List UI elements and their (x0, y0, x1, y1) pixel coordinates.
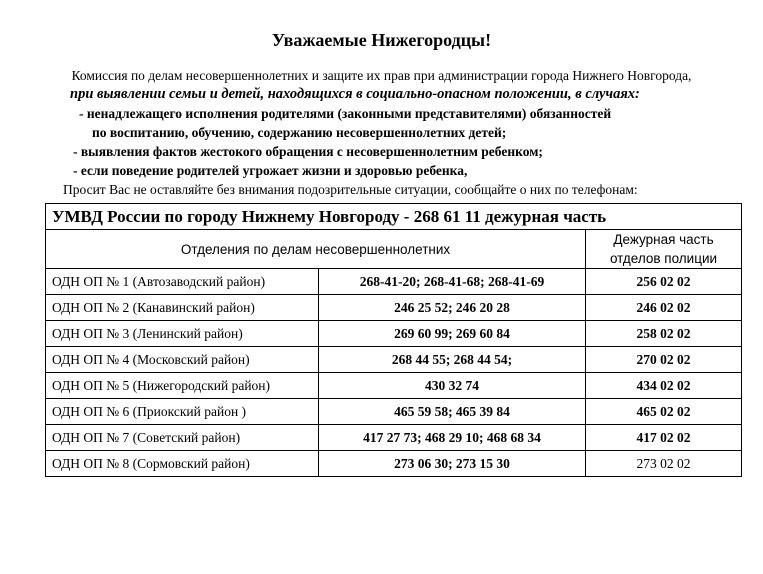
intro-line: Просит Вас не оставляйте без внимания подозрительные ситуации, сообщайте о них по телефонам: (63, 182, 638, 197)
intro-line-emphasis: при выявлении семьи и детей, находящихся в социально-опасном положении, в случаях: (70, 86, 640, 102)
department-name: ОДН ОП № 7 (Советский район) (46, 425, 319, 451)
duty-phone: 417 02 02 (586, 425, 742, 451)
page-title: Уважаемые Нижегородцы! (271, 30, 492, 50)
column-header-duty-line: Дежурная часть (613, 232, 714, 247)
table-header: УМВД России по городу Нижнему Новгороду - 268 61 11 дежурная часть (46, 204, 742, 230)
phone-table (45, 203, 742, 477)
department-name: ОДН ОП № 1 (Автозаводский район) (46, 269, 319, 295)
table-row (46, 373, 742, 399)
department-phones: 465 59 58; 465 39 84 (319, 399, 586, 425)
table-row (46, 347, 742, 373)
table-header-row (46, 204, 742, 230)
duty-phone: 273 02 02 (586, 451, 742, 477)
department-name: ОДН ОП № 5 (Нижегородский район) (46, 373, 319, 399)
table-row (46, 269, 742, 295)
department-name: ОДН ОП № 3 (Ленинский район) (46, 321, 319, 347)
department-name: ОДН ОП № 2 (Канавинский район) (46, 295, 319, 321)
department-name: ОДН ОП № 6 (Приокский район ) (46, 399, 319, 425)
column-header-row (46, 230, 742, 269)
table-row (46, 451, 742, 477)
duty-phone: 465 02 02 (586, 399, 742, 425)
duty-phone: 246 02 02 (586, 295, 742, 321)
department-phones: 273 06 30; 273 15 30 (319, 451, 586, 477)
column-header-duty-line: отделов полиции (609, 251, 718, 266)
intro-bullet: - выявления фактов жестокого обращения с несовершеннолетним ребенком; (73, 144, 543, 159)
table-row (46, 321, 742, 347)
intro-text (0, 66, 763, 199)
department-name: ОДН ОП № 8 (Сормовский район) (46, 451, 319, 477)
department-phones: 417 27 73; 468 29 10; 468 68 34 (319, 425, 586, 451)
department-phones: 268-41-20; 268-41-68; 268-41-69 (319, 269, 586, 295)
table-row (46, 295, 742, 321)
table-row (46, 425, 742, 451)
intro-bullet: - если поведение родителей угрожает жизни и здоровью ребенка, (73, 163, 468, 178)
department-name: ОДН ОП № 4 (Московский район) (46, 347, 319, 373)
department-phones: 430 32 74 (319, 373, 586, 399)
column-header-duty (586, 230, 742, 269)
intro-bullet: - ненадлежащего исполнения родителями (законными представителями) обязанностей (79, 106, 612, 121)
intro-bullet-continuation: по воспитанию, обучению, содержанию несовершеннолетних детей; (92, 125, 507, 140)
duty-phone: 258 02 02 (586, 321, 742, 347)
duty-phone: 270 02 02 (586, 347, 742, 373)
duty-phone: 434 02 02 (586, 373, 742, 399)
intro-line: Комиссия по делам несовершеннолетних и защите их прав при администрации города Нижнего Новгорода, (71, 68, 692, 83)
column-header-departments: Отделения по делам несовершеннолетних (46, 230, 586, 269)
department-phones: 268 44 55; 268 44 54; (319, 347, 586, 373)
table-row (46, 399, 742, 425)
duty-phone: 256 02 02 (586, 269, 742, 295)
department-phones: 269 60 99; 269 60 84 (319, 321, 586, 347)
department-phones: 246 25 52; 246 20 28 (319, 295, 586, 321)
